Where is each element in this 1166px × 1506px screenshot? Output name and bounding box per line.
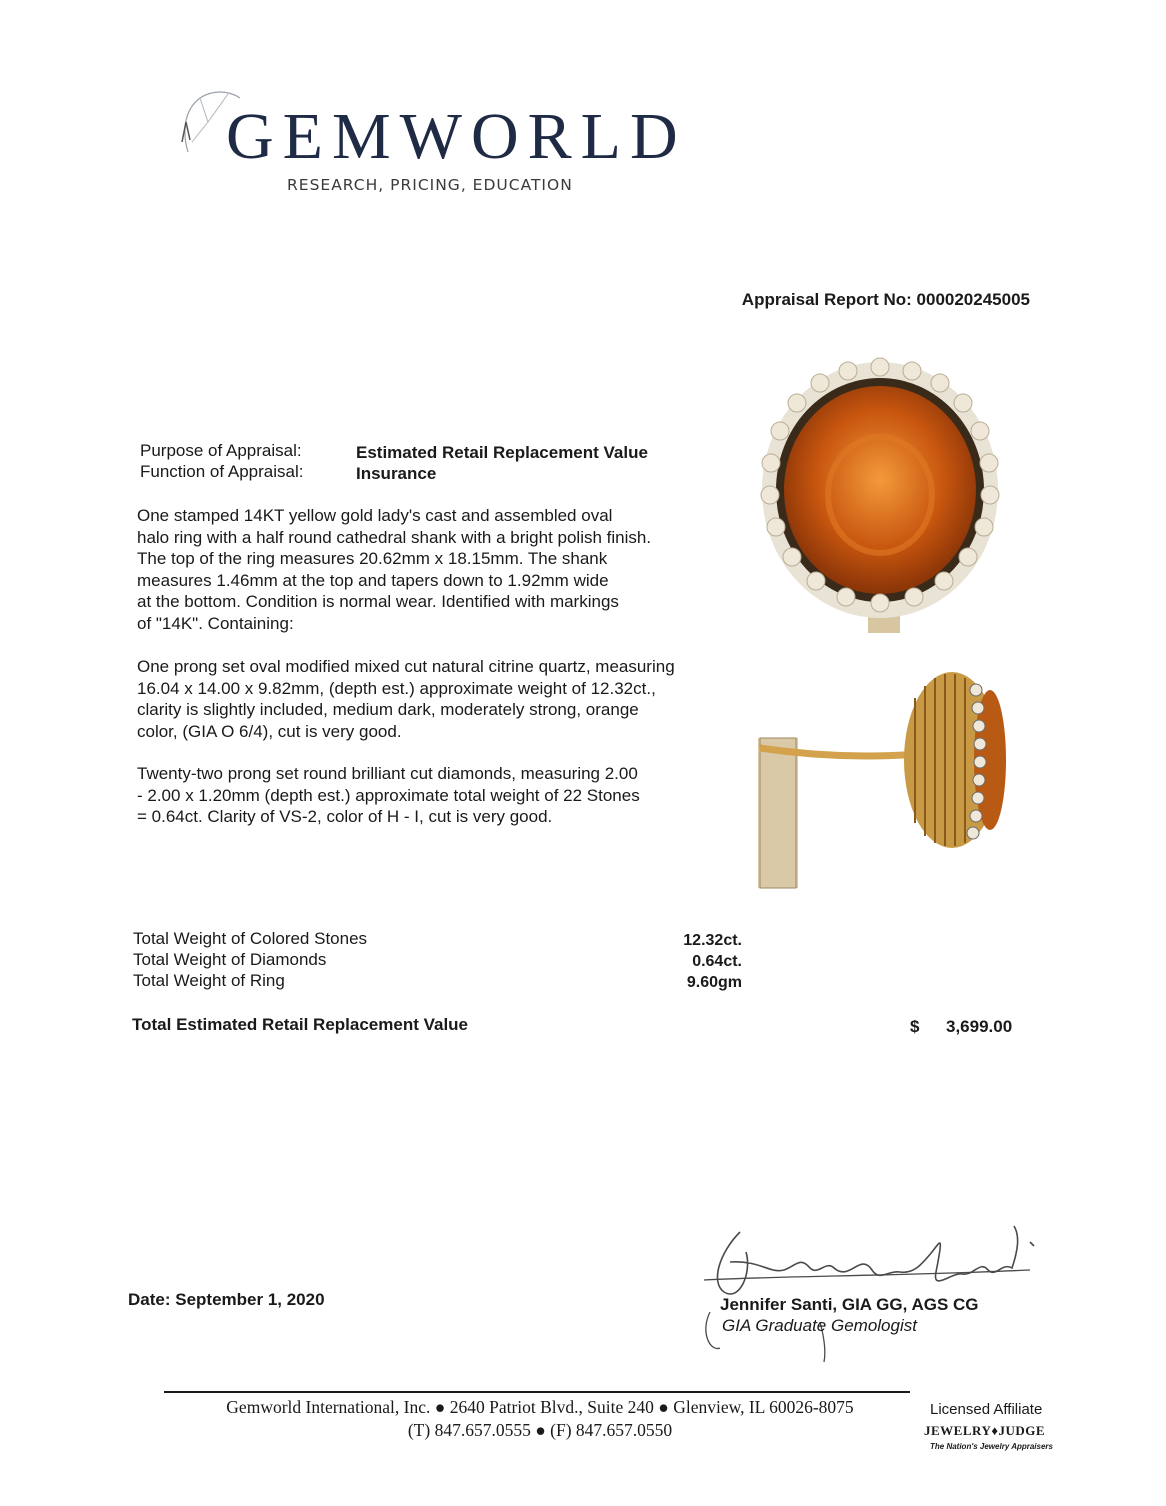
weight-ring-value: 9.60gm (686, 974, 742, 991)
diamond-description: Twenty-two prong set round brilliant cut diamonds, measuring 2.00 - 2.00 x 1.20mm (depth est.) approximate total weight of 22 Stones = 0.64ct. Clarity of VS-2, color of H - I, cut is very good. (137, 764, 640, 826)
total-value-label: Total Estimated Retail Replacement Value (132, 1015, 469, 1034)
footer-address: Gemworld International, Inc. ● 2640 Patriot Blvd., Suite 240 ● Glenview, IL 60026-8075 (226, 1397, 854, 1417)
weight-diamonds-value: 0.64ct. (692, 953, 742, 970)
purpose-label: Purpose of Appraisal: (140, 441, 302, 460)
total-currency: $ (910, 1017, 920, 1036)
weight-diamonds-label: Total Weight of Diamonds (133, 950, 327, 969)
ring-description: One stamped 14KT yellow gold lady's cast and assembled oval halo ring with a half round cathedral shank with a bright polish finish. The top of the ring measures 20.62mm x 18.15mm. The shank measures 1.46mm at the top and tapers down to 1.92mm wide at the bottom. Condition is normal wear. Identified with markings of "14K". Containing: (137, 506, 652, 633)
logo-subtitle: RESEARCH, PRICING, EDUCATION (287, 176, 573, 194)
logo-title: GEMWORLD (226, 100, 687, 173)
ring-side-photo (740, 668, 1010, 893)
handwritten-signature (700, 1212, 1050, 1362)
citrine-description: One prong set oval modified mixed cut natural citrine quartz, measuring 16.04 x 14.00 x 9.82mm, (depth est.) approximate weight of 12.32ct., clarity is slightly included, medium dark, moderately strong, orange color, (GIA O 6/4), cut is very good. (137, 657, 675, 741)
footer-divider (164, 1391, 910, 1393)
appraisal-date: Date: September 1, 2020 (128, 1290, 325, 1309)
affiliate-logo: JEWELRY♦JUDGE (924, 1423, 1046, 1438)
total-amount: 3,699.00 (946, 1017, 1013, 1036)
function-value: Insurance (356, 464, 437, 483)
signer-name: Jennifer Santi, GIA GG, AGS CG (720, 1295, 979, 1314)
weight-ring-label: Total Weight of Ring (133, 971, 285, 990)
purpose-value: Estimated Retail Replacement Value (356, 443, 648, 462)
weight-colored-stones-value: 12.32ct. (683, 932, 742, 949)
function-label: Function of Appraisal: (140, 462, 304, 481)
affiliate-label: Licensed Affiliate (930, 1401, 1043, 1418)
signer-title: GIA Graduate Gemologist (722, 1316, 917, 1335)
report-number: Appraisal Report No: 000020245005 (741, 290, 1030, 309)
footer-phone: (T) 847.657.0555 ● (F) 847.657.0550 (407, 1420, 673, 1440)
ring-top-photo (760, 345, 1000, 635)
affiliate-tagline: The Nation's Jewelry Appraisers (930, 1442, 1053, 1451)
weight-colored-stones-label: Total Weight of Colored Stones (133, 929, 368, 948)
